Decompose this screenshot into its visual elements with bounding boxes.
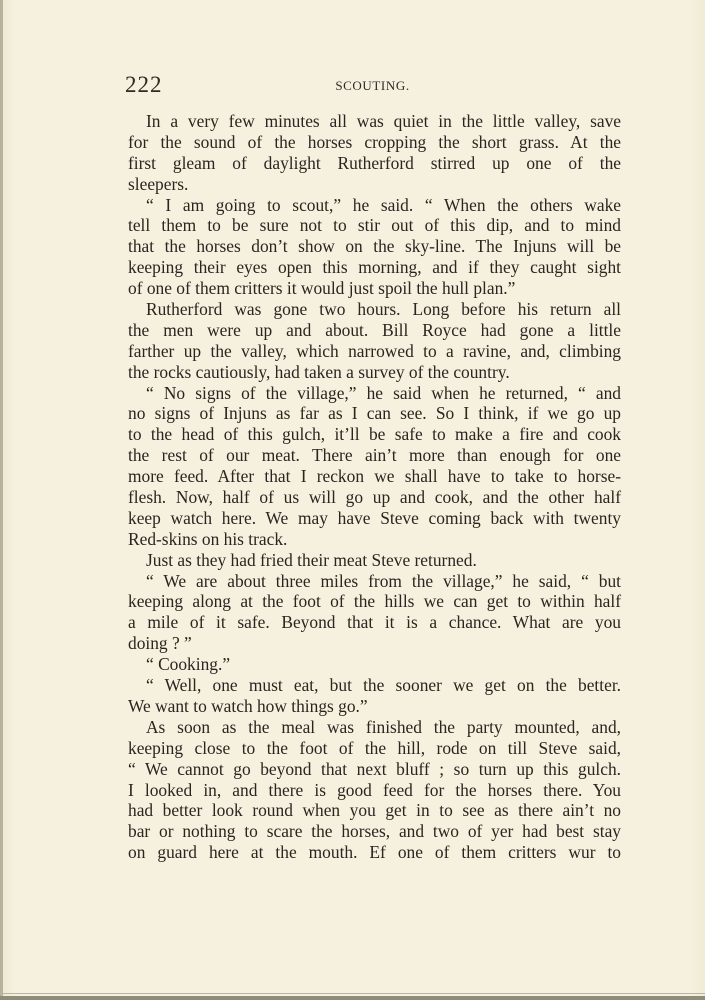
text-line: As soon as the meal was finished the party mounted, and, [146,716,621,737]
text-line: the men were up and about. Bill Royce had gone a little [128,319,621,340]
text-line: “ We are about three miles from the village,” he said, “ but [146,570,621,591]
text-line: had better look round when you get in to see as there ain’t no [128,800,621,821]
text-line: “ Well, one must eat, but the sooner we get on the better. [146,675,621,696]
text-line: first gleam of daylight Rutherford stirred up one of the [128,152,621,173]
text-line: flesh. Now, half of us will go up and cook, and the other half [128,487,621,508]
running-head: SCOUTING. [335,78,410,93]
text-line: a mile of it safe. Beyond that it is a chance. What are you [128,612,621,633]
page-left-edge [0,0,3,1000]
text-line: “ We cannot go beyond that next bluff ; so turn up this gulch. [128,758,621,779]
body-text [128,111,621,863]
text-line: keeping close to the foot of the hill, rode on till Steve said, [128,737,621,758]
text-line: the rocks cautiously, had taken a survey of the country. [128,361,510,382]
text-line: keep watch here. We may have Steve coming back with twenty [128,507,621,528]
text-line: “ No signs of the village,” he said when he returned, “ and [146,382,621,403]
text-line: I looked in, and there is good feed for the horses there. You [128,779,621,800]
page-bottom-edge [0,996,705,1000]
text-line: more feed. After that I reckon we shall have to take to horse- [128,466,621,487]
text-line: keeping along at the foot of the hills we can get to within half [128,591,621,612]
text-line: on guard here at the mouth. Ef one of them critters wur to [128,842,621,863]
text-line: farther up the valley, which narrowed to a ravine, and, climbing [128,340,621,361]
text-line: sleepers. [128,173,189,194]
text-line: “ Cooking.” [146,654,231,675]
text-line: Just as they had fried their meat Steve returned. [146,549,477,570]
page-number: 222 [125,72,163,97]
page-header [125,72,620,100]
text-line: that the horses don’t show on the sky-line. The Injuns will be [128,236,621,257]
text-line: keeping their eyes open this morning, and if they caught sight [128,257,621,278]
text-line: We want to watch how things go.” [128,695,368,716]
text-line: “ I am going to scout,” he said. “ When the others wake [146,194,621,215]
text-line: doing ? ” [128,633,192,654]
text-line: of one of them critters it would just spoil the hull plan.” [128,278,516,299]
text-line: the rest of our meat. There ain’t more than enough for one [128,445,621,466]
text-line: In a very few minutes all was quiet in the little valley, save [146,111,621,131]
text-line: to the head of this gulch, it’ll be safe to make a fire and cook [128,424,621,445]
text-line: Red-skins on his track. [128,528,288,549]
page-bottom-rule [0,993,705,994]
text-line: tell them to be sure not to stir out of this dip, and to mind [128,215,621,236]
text-line: Rutherford was gone two hours. Long before his return all [146,299,621,320]
text-line: bar or nothing to scare the horses, and two of yer had best stay [128,821,621,842]
text-line: for the sound of the horses cropping the short grass. At the [128,131,621,152]
text-line: no signs of Injuns as far as I can see. So I think, if we go up [128,403,621,424]
